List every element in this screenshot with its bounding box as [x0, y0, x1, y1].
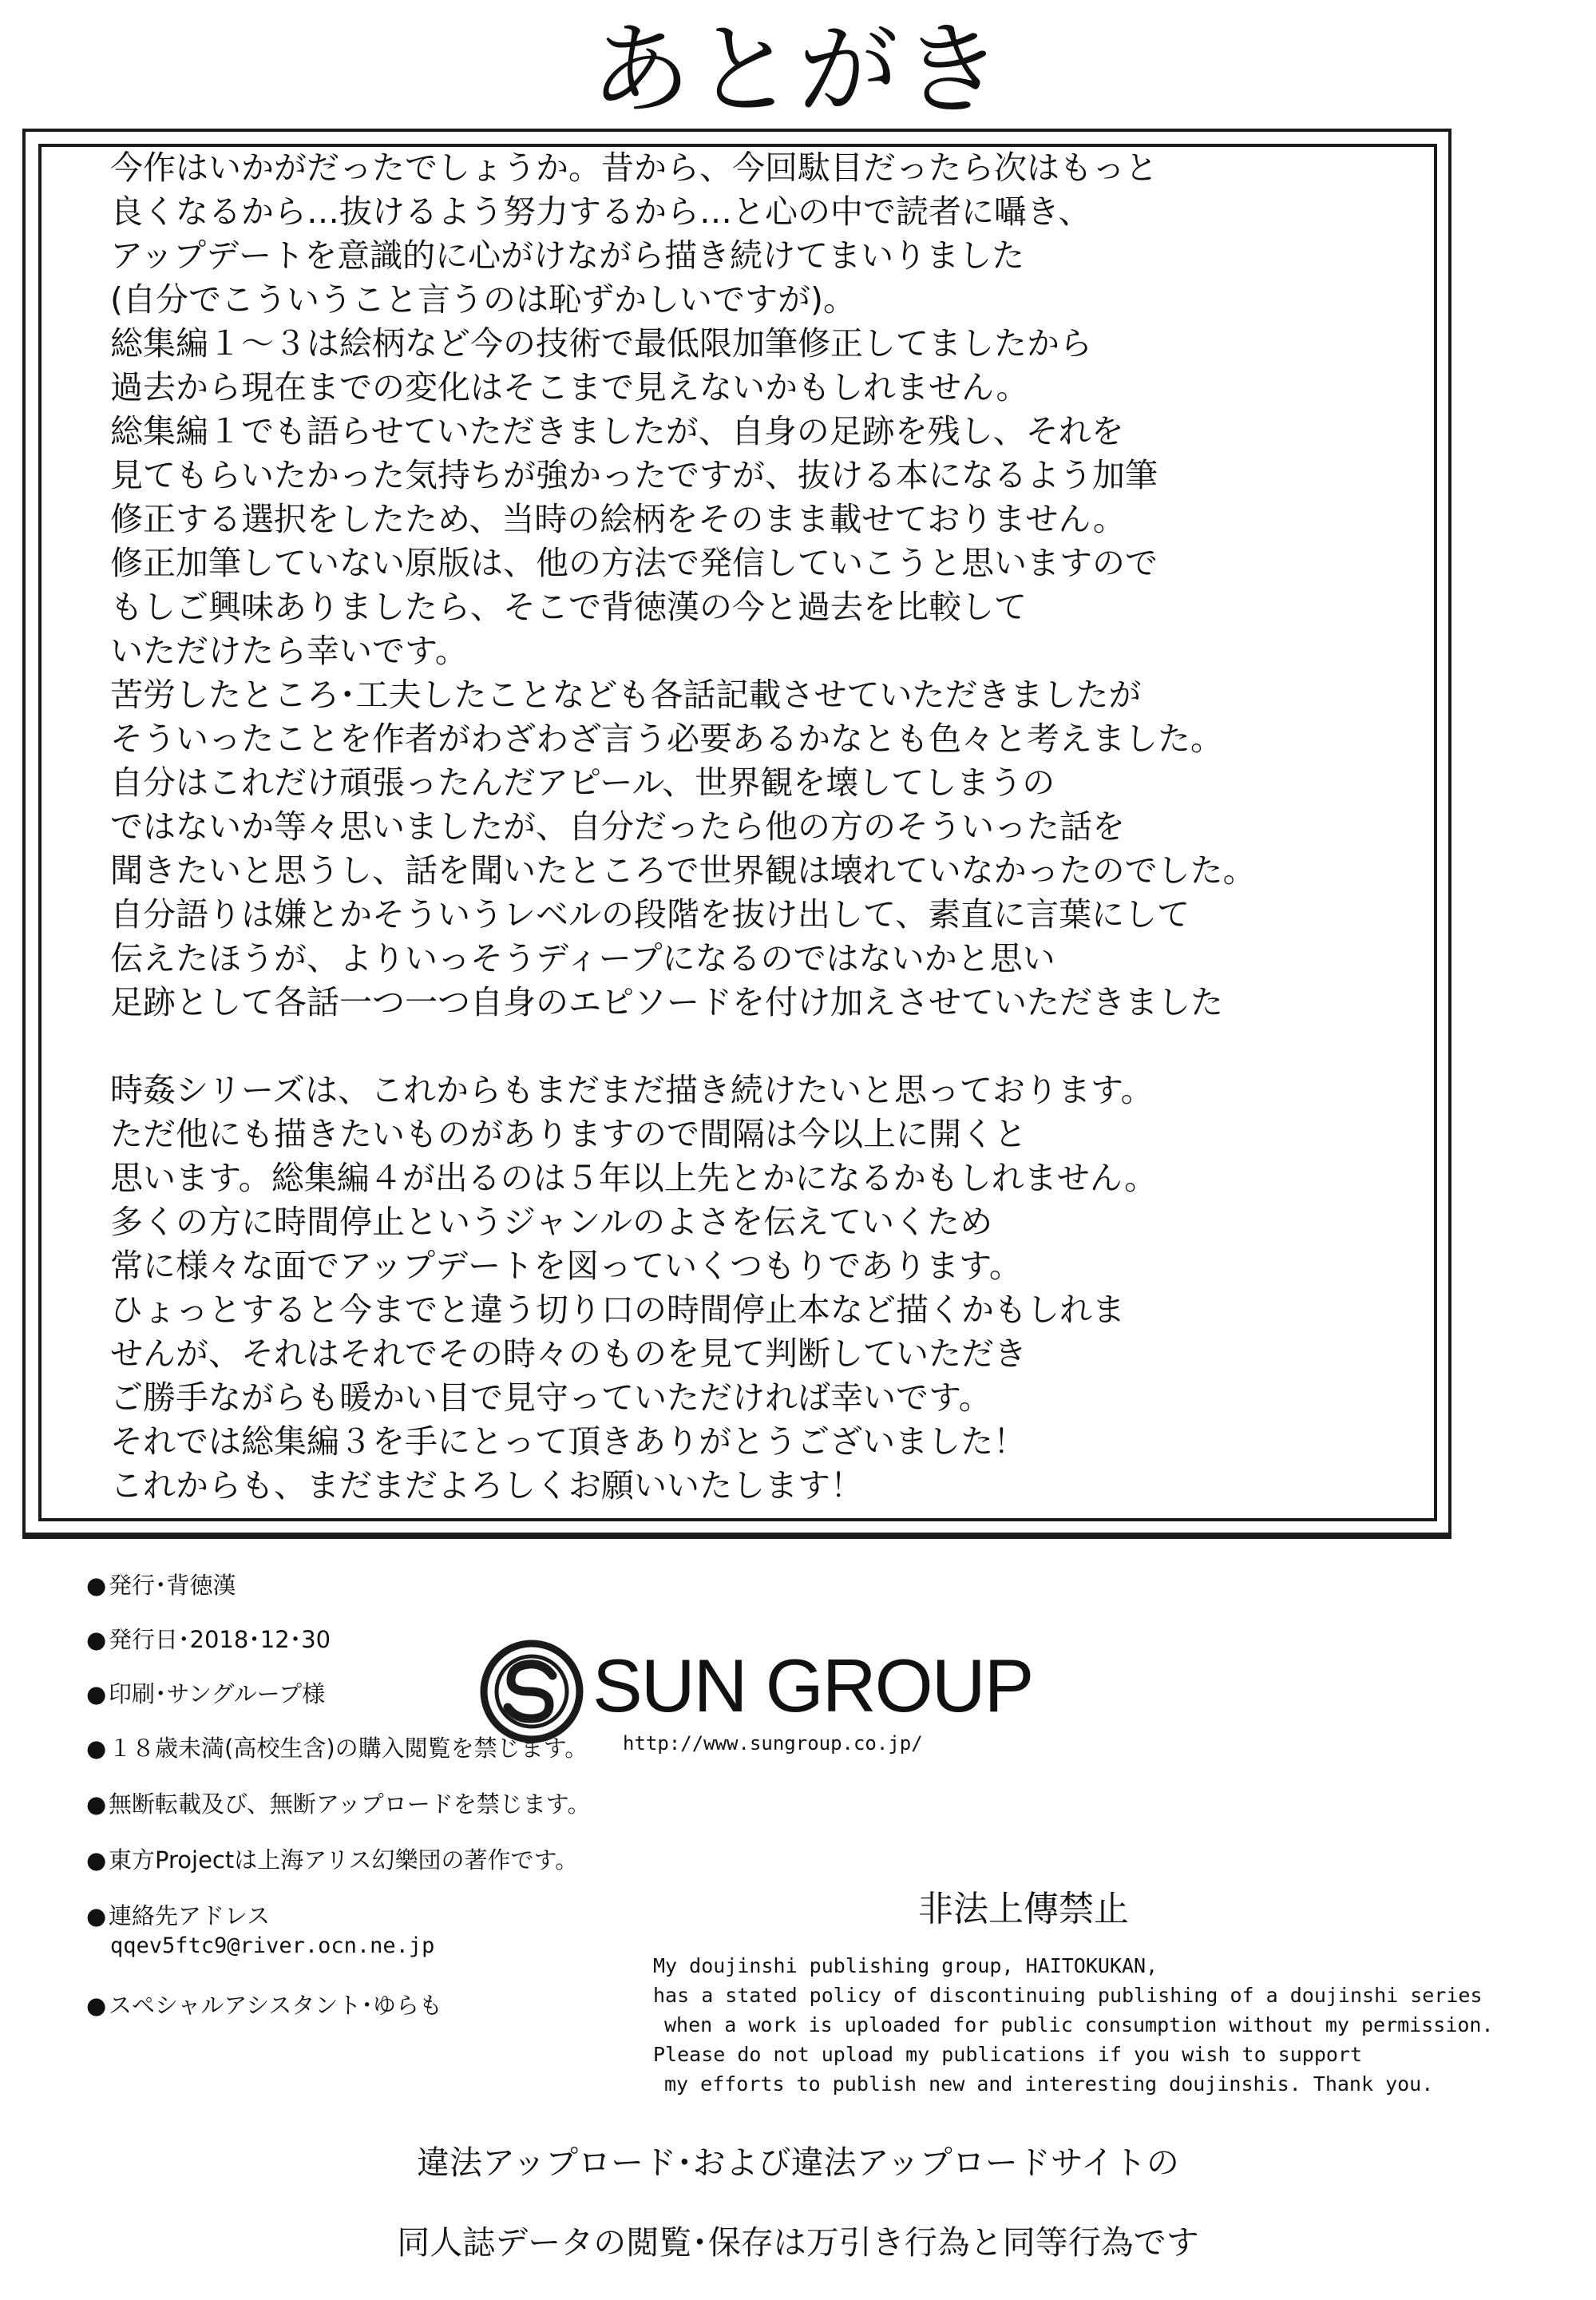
afterword-line: 見てもらいたかった気持ちが強かったですが、抜ける本になるよう加筆	[110, 456, 1158, 494]
colophon-date	[86, 1624, 331, 1656]
printer-logo	[479, 1639, 1054, 1755]
afterword-line: 思います。総集編４が出るのは５年以上先とかになるかもしれません。	[110, 1159, 1158, 1197]
notice-line: when a work is uploaded for public consumption without my permission.	[664, 2013, 1494, 2036]
printer-logo-url: http://www.sungroup.co.jp/	[623, 1732, 923, 1755]
reproduction-notice-text: 無断転載及び、無断アップロードを禁じます。	[109, 1790, 591, 1818]
bullet-icon: ●	[86, 1572, 107, 1599]
printer-text: 印刷･サングループ様	[109, 1680, 326, 1707]
bullet-icon: ●	[86, 1735, 107, 1762]
afterword-line: 自分はこれだけ頑張ったんだアピール、世界観を壊してしまうの	[110, 763, 1055, 802]
afterword-line: ただ他にも描きたいものがありますので間隔は今以上に開くと	[110, 1115, 1027, 1153]
afterword-line: 総集編１～３は絵柄など今の技術で最低限加筆修正してましたから	[110, 324, 1092, 363]
afterword-paragraph-1	[110, 146, 1420, 1025]
afterword-line: いただけたら幸いです。	[110, 632, 468, 670]
afterword-line: 修正加筆していない原版は、他の方法で発信していこうと思いますので	[110, 544, 1158, 582]
bullet-icon: ●	[86, 1902, 107, 1929]
contact-email: qqev5ftc9@river.ocn.ne.jp	[110, 1933, 435, 1958]
afterword-line: 常に様々な面でアップデートを図っていくつもりであります。	[110, 1247, 1022, 1285]
afterword-line: それでは総集編３を手にとって頂きありがとうございました！	[110, 1422, 1027, 1461]
frame-base-rule	[22, 1536, 1451, 1539]
afterword-line: 聞きたいと思うし、話を聞いたところで世界観は壊れていなかったのでした。	[110, 851, 1256, 890]
copyright-notice-text: 東方Projectは上海アリス幻樂団の著作です。	[109, 1846, 579, 1874]
bullet-icon: ●	[86, 1626, 107, 1653]
afterword-line: 過去から現在までの変化はそこまで見えないかもしれません。	[110, 368, 1029, 406]
colophon-printer	[86, 1678, 325, 1710]
afterword-line: せんが、それはそれでその時々のものを見て判断していただき	[110, 1334, 1027, 1373]
upload-ban-notice	[653, 1951, 1571, 2099]
colophon-contact	[86, 1900, 270, 1932]
afterword-line: 修正する選択をしたため、当時の絵柄をそのまま載せておりません。	[110, 500, 1126, 538]
afterword-line: ではないか等々思いましたが、自分だったら他の方のそういった話を	[110, 807, 1125, 846]
date-text: 発行日･2018･12･30	[109, 1626, 331, 1653]
afterword-line: 今作はいかがだったでしょうか。昔から、今回駄目だったら次はもっと	[110, 149, 1158, 187]
sun-group-logo-icon	[479, 1639, 584, 1744]
afterword-line: 伝えたほうが、よりいっそうディープになるのではないかと思い	[110, 939, 1055, 978]
afterword-line: そういったことを作者がわざわざ言う必要あるかなとも色々と考えました。	[110, 720, 1223, 758]
afterword-line: 時姦シリーズは、これからもまだまだ描き続けたいと思っております。	[110, 1071, 1154, 1109]
assistant-text: スペシャルアシスタント･ゆらも	[109, 1992, 442, 2019]
bullet-icon: ●	[86, 1790, 107, 1818]
bullet-icon: ●	[86, 1846, 107, 1874]
afterword-body	[110, 146, 1420, 1508]
paragraph-gap	[110, 1025, 1420, 1069]
publisher-text: 発行･背徳漢	[109, 1572, 236, 1599]
colophon-copyright-notice	[86, 1844, 578, 1876]
afterword-paragraph-2	[110, 1069, 1420, 1508]
afterword-line: これからも、まだまだよろしくお願いいたします！	[110, 1466, 863, 1505]
afterword-line: アップデートを意識的に心がけながら描き続けてまいりました	[110, 236, 1025, 275]
afterword-line: もしご興味ありましたら、そこで背徳漢の今と過去を比較して	[110, 588, 1027, 626]
colophon-publisher	[86, 1569, 236, 1601]
afterword-line: (自分でこういうこと言うのは恥ずかしいですが)。	[110, 280, 856, 319]
afterword-line: 自分語りは嫌とかそういうレベルの段階を抜け出して、素直に言葉にして	[110, 895, 1190, 934]
afterword-line: ひょっとすると今までと違う切り口の時間停止本など描くかもしれま	[110, 1291, 1125, 1329]
bullet-icon: ●	[86, 1992, 107, 2019]
notice-line: My doujinshi publishing group, HAITOKUKAN,	[653, 1954, 1158, 1977]
afterword-line: 総集編１でも語らせていただきましたが、自身の足跡を残し、それを	[110, 412, 1124, 450]
notice-line: has a stated policy of discontinuing publishing of a doujinshi series	[653, 1984, 1483, 2007]
afterword-line: 良くなるから…抜けるよう努力するから…と心の中で読者に囁き、	[110, 192, 1091, 231]
notice-line: my efforts to publish new and interesting doujinshis. Thank you.	[664, 2072, 1434, 2096]
printer-logo-name: SUN GROUP	[592, 1644, 1033, 1727]
upload-ban-title: 非法上傳禁止	[918, 1889, 1129, 1929]
page-title: あとがき	[590, 11, 1006, 129]
afterword-line: 足跡として各話一つ一つ自身のエピソードを付け加えさせていただきました	[110, 983, 1223, 1021]
notice-line: Please do not upload my publications if you wish to support	[653, 2043, 1363, 2066]
afterword-line: 苦労したところ･工夫したことなども各話記載させていただきましたが	[110, 676, 1142, 714]
colophon-reproduction-notice	[86, 1788, 591, 1820]
afterword-line: ご勝手ながらも暖かい目で見守っていただければ幸いです。	[110, 1378, 992, 1417]
contact-label: 連絡先アドレス	[109, 1902, 271, 1929]
age-notice-text: １８歳未満(高校生含)の購入閲覧を禁じます。	[109, 1735, 588, 1762]
colophon-assistant	[86, 1989, 442, 2021]
footer-line-2: 同人誌データの閲覧･保存は万引き行為と同等行為です	[397, 2223, 1199, 2262]
afterword-line: 多くの方に時間停止というジャンルのよさを伝えていくため	[110, 1203, 993, 1241]
bullet-icon: ●	[86, 1680, 107, 1707]
footer-line-1: 違法アップロード･および違法アップロードサイトの	[417, 2143, 1179, 2182]
